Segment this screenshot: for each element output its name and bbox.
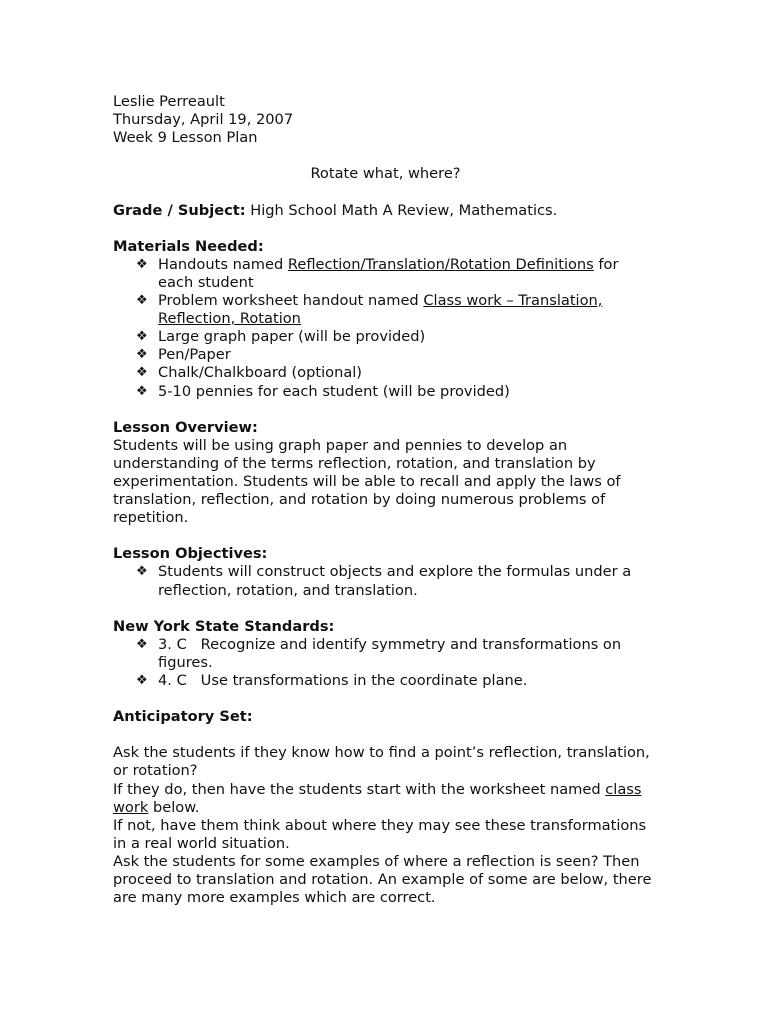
list-item-text: 4. C Use transformations in the coordinate plane. bbox=[158, 672, 528, 689]
lesson-title: Rotate what, where? bbox=[310, 165, 461, 183]
standards-heading: New York State Standards: bbox=[113, 617, 335, 635]
author-name: Leslie Perreault bbox=[113, 93, 225, 110]
anticipatory-worksheet bbox=[113, 781, 658, 817]
diamond-bullet-icon: ❖ bbox=[136, 564, 148, 580]
objectives-heading: Lesson Objectives: bbox=[113, 545, 268, 563]
anticipatory-real-world: If not, have them think about where they may see these transformations in a real world situation. bbox=[113, 816, 647, 852]
standards-list bbox=[113, 636, 658, 690]
list-item bbox=[136, 292, 658, 328]
anticipatory-examples: Ask the students for some examples of where a reflection is seen? Then proceed to translation and rotation. An example of some are below, there are many more examples which are correct. bbox=[113, 852, 652, 907]
diamond-bullet-icon: ❖ bbox=[136, 347, 148, 363]
list-item-text: Chalk/Chalkboard (optional) bbox=[158, 364, 363, 382]
anticipatory-text: below. bbox=[148, 798, 200, 816]
overview-text: Students will be using graph paper and pennies to develop an understanding of the terms reflection, rotation, and translation by experimentation. Students will be able to recall and apply the laws of translation, reflection, and rotation by doing numerous problems of repetition. bbox=[113, 436, 621, 527]
list-item-text: 5-10 pennies for each student (will be provided) bbox=[158, 382, 510, 400]
list-item-text: Problem worksheet handout named bbox=[158, 292, 424, 310]
definitions-handout-link[interactable]: Reflection/Translation/Rotation Definitions bbox=[287, 255, 594, 273]
list-item-text: Students will construct objects and explore the formulas under a reflection, rotation, and translation. bbox=[158, 563, 632, 599]
diamond-bullet-icon: ❖ bbox=[136, 636, 148, 652]
list-item bbox=[136, 382, 658, 401]
document-page bbox=[113, 93, 658, 907]
list-item bbox=[136, 255, 658, 292]
diamond-bullet-icon: ❖ bbox=[136, 256, 148, 272]
grade-subject-value: High School Math A Review, Mathematics. bbox=[245, 201, 558, 219]
overview-heading: Lesson Overview: bbox=[113, 418, 258, 436]
lesson-plan-week: Week 9 Lesson Plan bbox=[113, 129, 258, 147]
grade-subject bbox=[113, 202, 658, 220]
list-item bbox=[136, 672, 658, 690]
diamond-bullet-icon: ❖ bbox=[136, 673, 148, 688]
diamond-bullet-icon: ❖ bbox=[136, 365, 148, 381]
lesson-date: Thursday, April 19, 2007 bbox=[113, 111, 294, 129]
materials-list bbox=[113, 256, 658, 401]
list-item bbox=[136, 346, 658, 364]
anticipatory-question: Ask the students if they know how to find a point’s reflection, translation, or rotation? bbox=[113, 744, 650, 780]
class-work-link[interactable]: class work bbox=[113, 780, 642, 816]
diamond-bullet-icon: ❖ bbox=[136, 329, 148, 345]
materials-heading: Materials Needed: bbox=[113, 237, 264, 255]
list-item bbox=[136, 328, 658, 346]
list-item-text: Pen/Paper bbox=[158, 346, 231, 364]
list-item bbox=[136, 563, 658, 599]
objectives-list bbox=[113, 563, 658, 599]
list-item bbox=[136, 635, 658, 672]
list-item-text: Large graph paper (will be provided) bbox=[158, 328, 426, 346]
list-item bbox=[136, 364, 658, 382]
classwork-handout-link[interactable]: Class work – Translation, Reflection, Rotation bbox=[158, 292, 603, 328]
list-item-text: 3. C Recognize and identify symmetry and transformations on figures. bbox=[158, 635, 626, 671]
diamond-bullet-icon: ❖ bbox=[136, 293, 148, 309]
anticipatory-heading: Anticipatory Set: bbox=[113, 708, 253, 726]
anticipatory-text: If they do, then have the students start with the worksheet named bbox=[113, 780, 606, 798]
list-item-text: for each student bbox=[158, 255, 619, 291]
grade-subject-label: Grade / Subject: bbox=[113, 201, 246, 219]
diamond-bullet-icon: ❖ bbox=[136, 383, 148, 399]
list-item-text: Handouts named bbox=[158, 255, 288, 273]
